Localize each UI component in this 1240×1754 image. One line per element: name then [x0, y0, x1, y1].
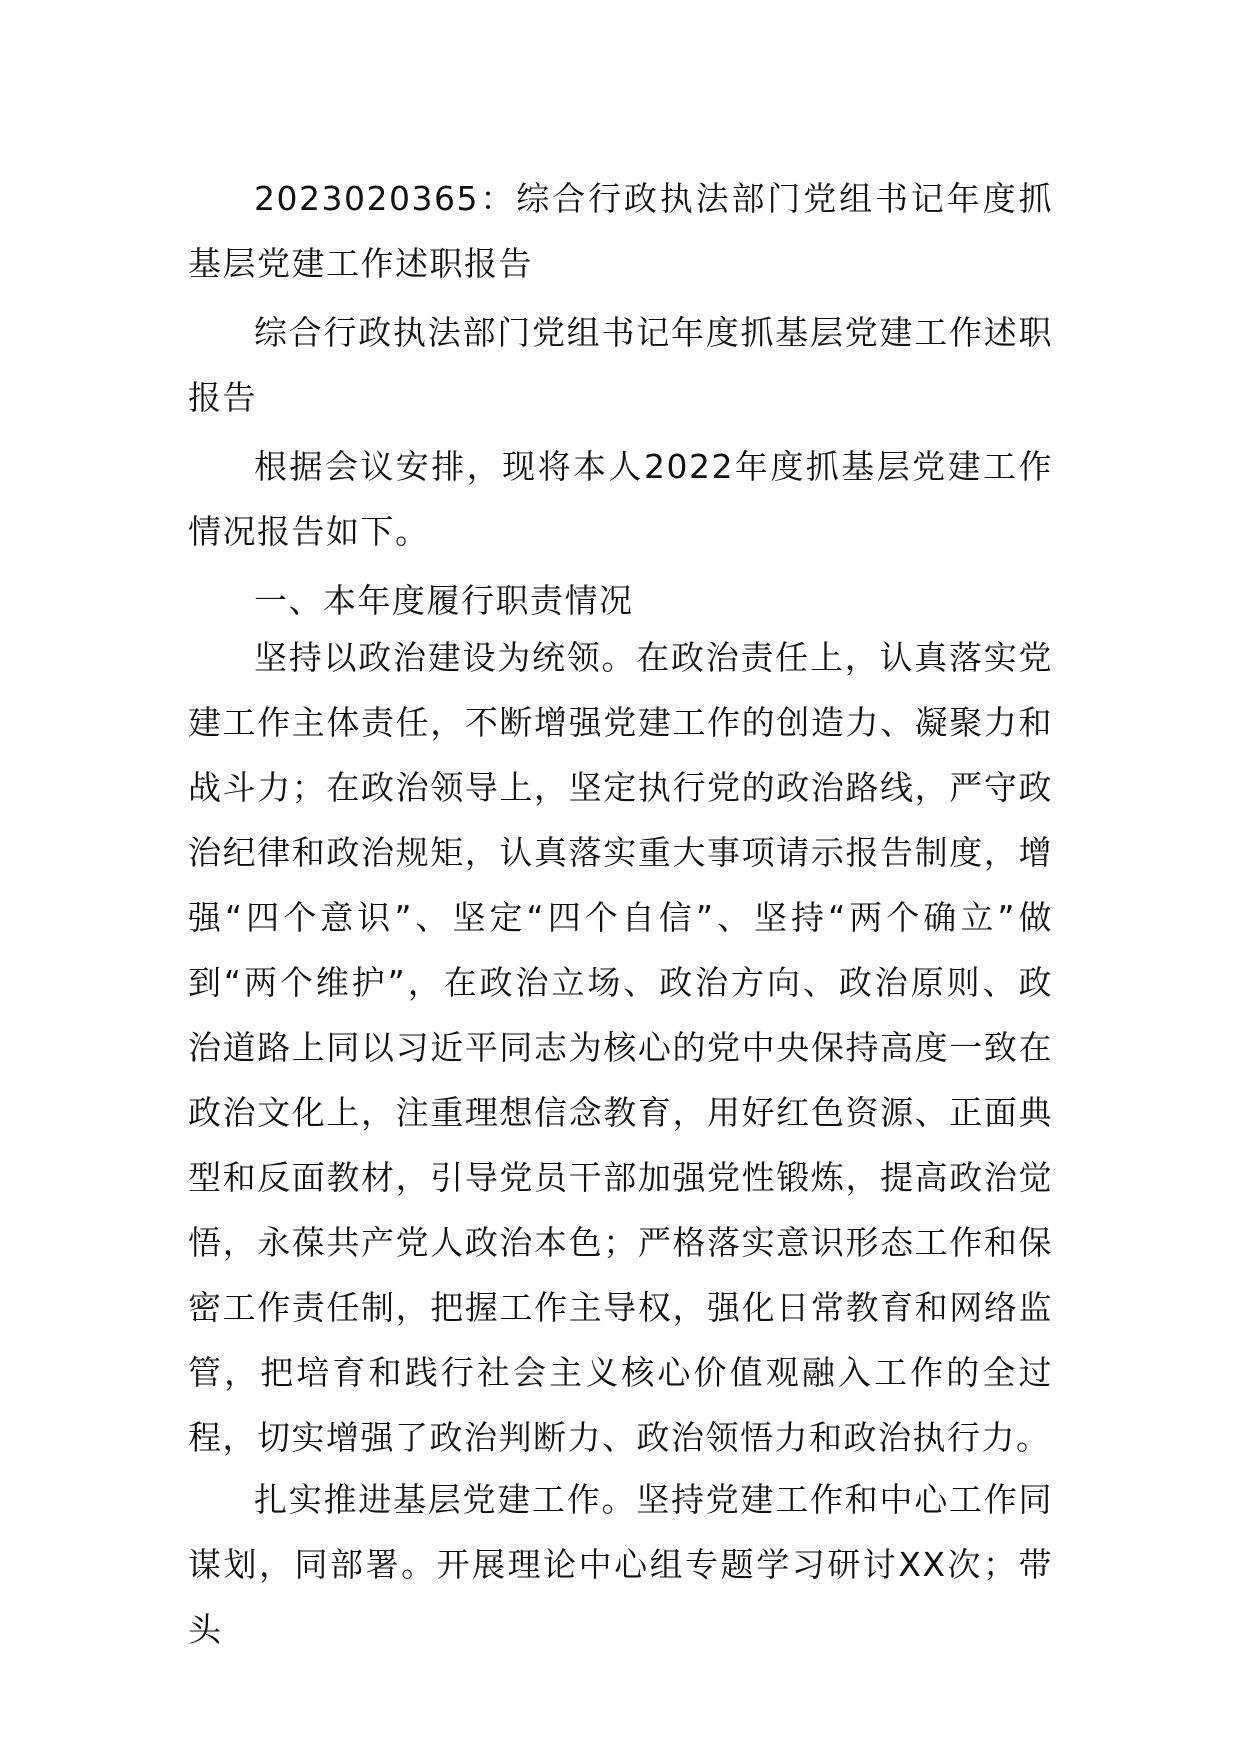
body-paragraph-1: 坚持以政治建设为统领。在政治责任上，认真落实党建工作主体责任，不断增强党建工作的创造力、凝聚力和战斗力；在政治领导上，坚定执行党的政治路线，严守政治纪律和政治规矩，认真落实重大事项请示报告制度，增强“四个意识”、坚定“四个自信”、坚持“两个确立”做到“两个维护”，在政治立场、政治方向、政治原则、政治道路上同以习近平同志为核心的党中央保持高度一致在政治文化上，注重理想信念教育，用好红色资源、正面典型和反面教材，引导党员干部加强党性锻炼，提高政治觉悟，永葆共产党人政治本色；严格落实意识形态工作和保密工作责任制，把握工作主导权，强化日常教育和网络监管，把培育和践行社会主义核心价值观融入工作的全过程，切实增强了政治判断力、政治领悟力和政治执行力。 — [188, 638, 1053, 1457]
section-1-heading: 一、本年度履行职责情况 — [254, 581, 634, 620]
body-paragraph-2: 扎实推进基层党建工作。坚持党建工作和中心工作同谋划，同部署。开展理论中心组专题学习研讨XX次；带头 — [188, 1480, 1053, 1649]
intro-paragraph: 根据会议安排，现将本人2022年度抓基层党建工作情况报告如下。 — [188, 447, 1053, 551]
document-title-line: 2023020365：综合行政执法部门党组书记年度抓基层党建工作述职报告 — [188, 179, 1053, 283]
document-title: 综合行政执法部门党组书记年度抓基层党建工作述职报告 — [188, 313, 1053, 417]
